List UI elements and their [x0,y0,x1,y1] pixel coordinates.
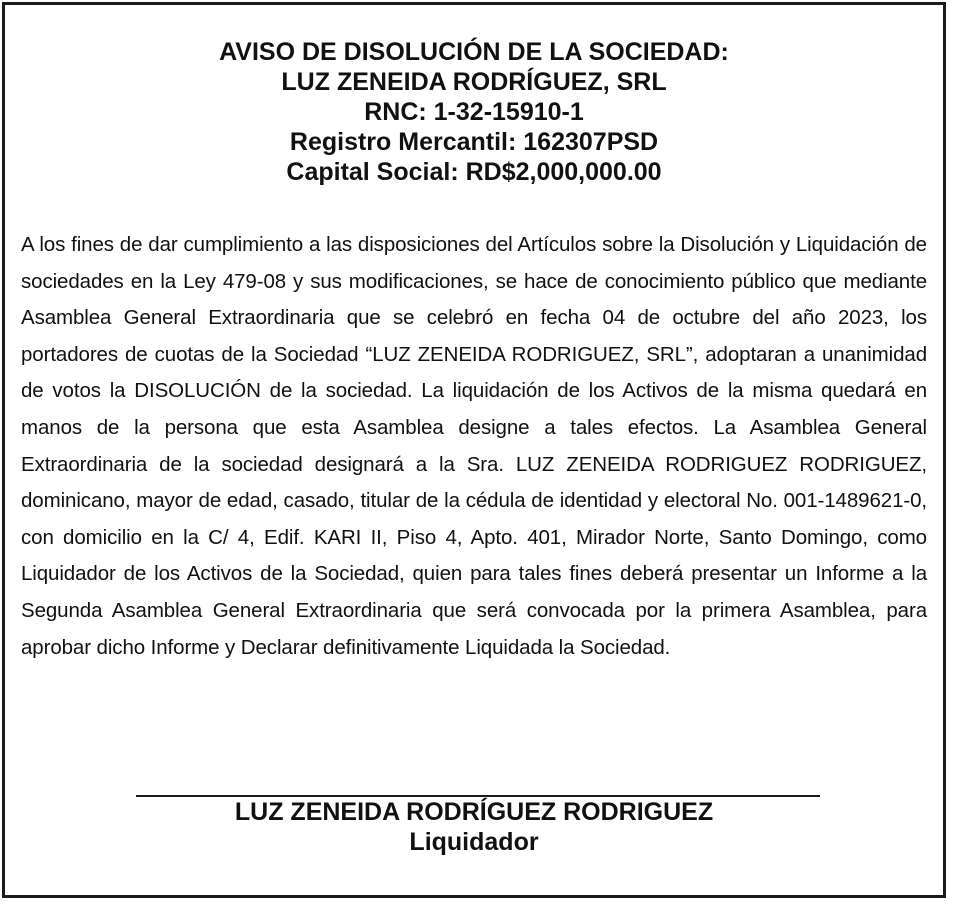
signature-block [5,797,943,857]
rnc-number: RNC: 1-32-15910-1 [364,98,584,126]
commercial-registry: Registro Mercantil: 162307PSD [289,128,659,156]
signatory-role: Liquidador [409,828,539,856]
notice-header [5,37,943,187]
company-name: LUZ ZENEIDA RODRÍGUEZ, SRL [281,68,667,96]
share-capital: Capital Social: RD$2,000,000.00 [286,158,662,186]
notice-body: A los fines de dar cumplimiento a las disposiciones del Artículos sobre la Disolución y Liquidación de sociedades en la Ley 479-08 y sus modificaciones, se hace de conocimiento público que mediante Asamblea General Extraordinaria que se celebró en fecha 04 de octubre del año 2023, los portadores de cuotas de la Sociedad “LUZ ZENEIDA RODRIGUEZ, SRL”, adoptaran a unanimidad de votos la DISOLUCIÓN de la sociedad. La liquidación de los Activos de la misma quedará en manos de la persona que esta Asamblea designe a tales efectos. La Asamblea General Extraordinaria de la sociedad designará a la Sra. LUZ ZENEIDA RODRIGUEZ RODRIGUEZ, dominicano, mayor de edad, casado, titular de la cédula de identidad y electoral No. 001-1489621-0, con domicilio en la C/ 4, Edif. KARI II, Piso 4, Apto. 401, Mirador Norte, Santo Domingo, como Liquidador de los Activos de la Sociedad, quien para tales fines deberá presentar un Informe a la Segunda Asamblea General Extraordinaria que será convocada por la primera Asamblea, para aprobar dicho Informe y Declarar definitivamente Liquidada la Sociedad. [21,233,927,659]
dissolution-notice [2,2,946,898]
notice-title: AVISO DE DISOLUCIÓN DE LA SOCIEDAD: [219,38,729,66]
signatory-name: LUZ ZENEIDA RODRÍGUEZ RODRIGUEZ [234,798,714,826]
